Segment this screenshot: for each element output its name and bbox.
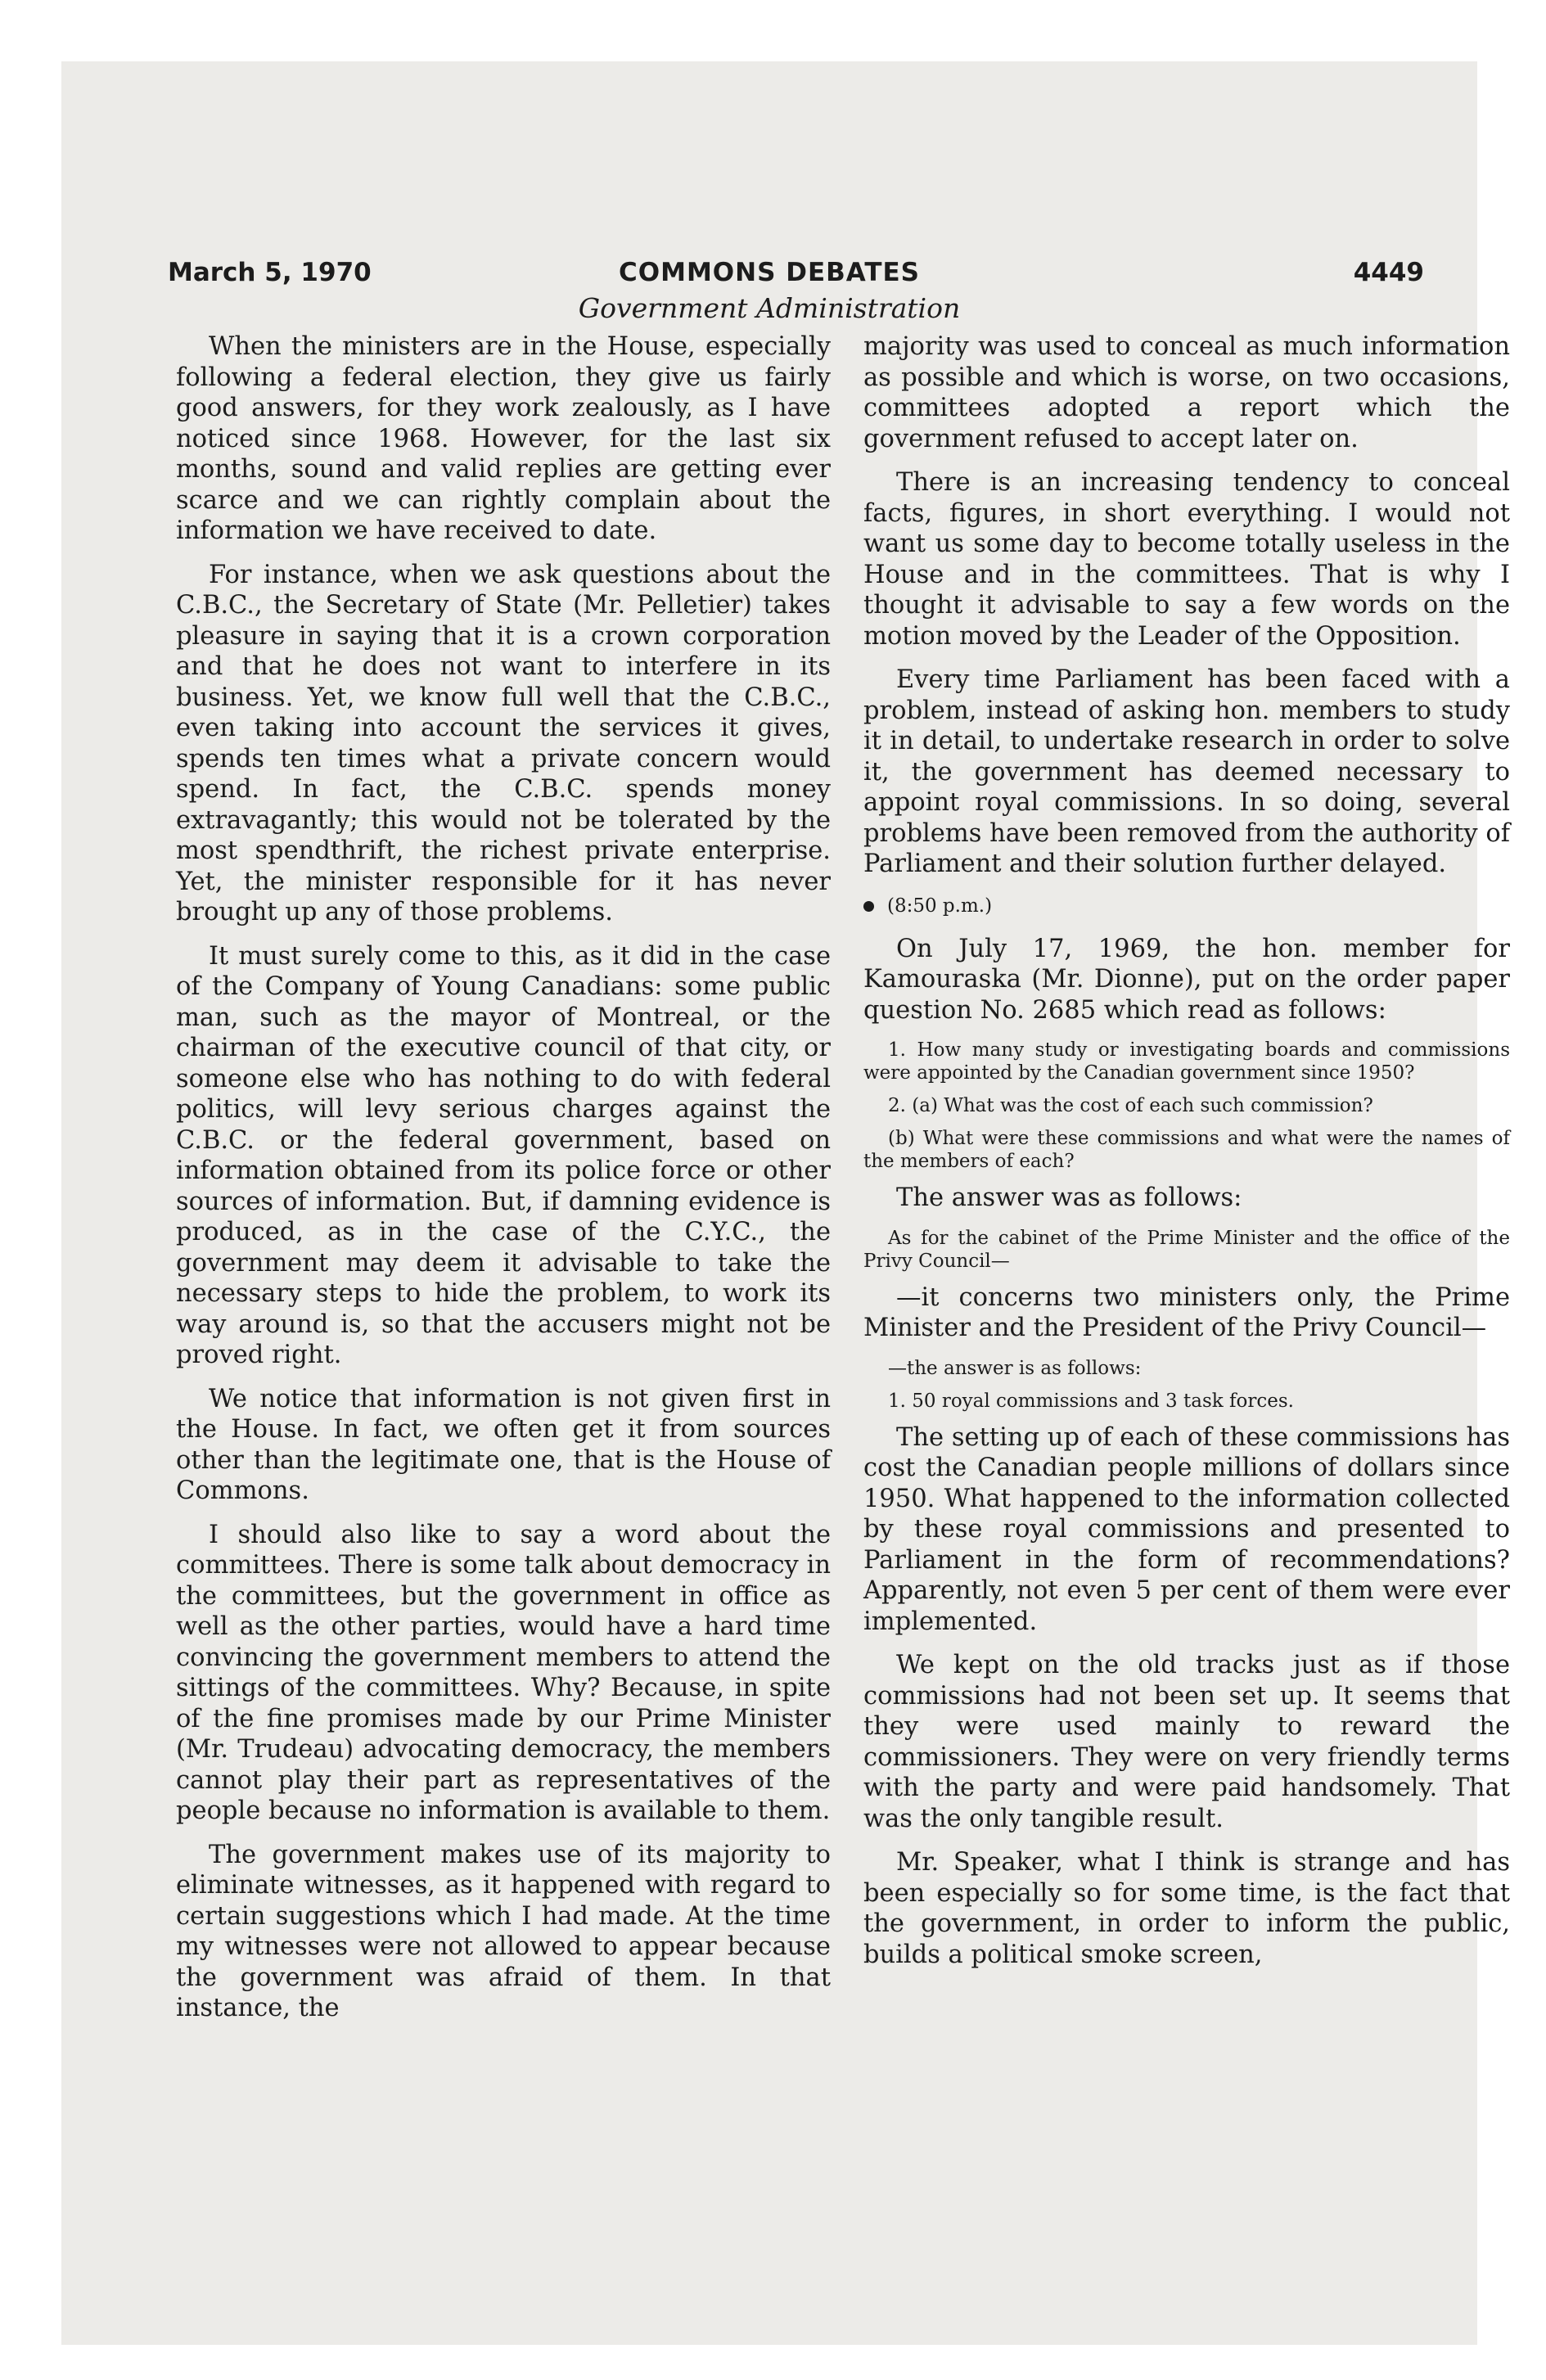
header-title: COMMONS DEBATES — [619, 258, 920, 287]
left-column — [176, 331, 831, 2037]
paragraph: It must surely come to this, as it did in the case of the Company of Young Canadians: some public man, such as the mayor of Montreal, or the chairman of the executive council of that city, or someone else who has nothing to do with federal politics, will levy serious charges against the C.B.C. or the federal government, based on information obtained from its police force or other sources of information. But, if damning evidence is produced, as in the case of the C.Y.C., the government may deem it advisable to take the necessary steps to hide the problem, to work its way around is, so that the accusers might not be proved right. — [176, 941, 831, 1369]
paragraph: On July 17, 1969, the hon. member for Kamouraska (Mr. Dionne), put on the order paper question No. 2685 which read as follows: — [863, 934, 1510, 1025]
quoted-question: 1. How many study or investigating boards and commissions were appointed by the Canadian government since 1950? — [863, 1039, 1510, 1084]
time-text: (8:50 p.m.) — [887, 895, 993, 917]
paragraph: When the ministers are in the House, especially following a federal election, they give us fairly good answers, for they work zealously, as I have noticed since 1968. However, for the last six months, sound and valid replies are getting ever scarce and we can rightly complain about the information we have received to date. — [176, 332, 831, 545]
paragraph: The setting up of each of these commissions has cost the Canadian people millions of dollars since 1950. What happened to the information collected by these royal commissions and presented to Parliament in the form of recommendations? Apparently, not even 5 per cent of them were ever implemented. — [863, 1422, 1510, 1636]
page-number: 4449 — [1353, 258, 1424, 287]
paragraph: The answer was as follows: — [896, 1183, 1242, 1212]
paragraph: We kept on the old tracks just as if those commissions had not been set up. It seems that they were used mainly to reward the commissioners. They were on very friendly terms with the party and were paid handsomely. That was the only tangible result. — [863, 1651, 1510, 1833]
right-column — [863, 331, 1510, 1983]
quoted-question: 2. (a) What was the cost of each such commission? — [888, 1095, 1373, 1116]
document-page — [61, 61, 1510, 2345]
quoted-answer: As for the cabinet of the Prime Minister and the office of the Privy Council— — [863, 1227, 1510, 1272]
paragraph: majority was used to conceal as much information as possible and which is worse, on two occasions, committees adopted a report which the government refused to accept later on. — [863, 332, 1510, 453]
bullet-icon — [863, 901, 874, 912]
quoted-answer: 1. 50 royal commissions and 3 task forces. — [888, 1390, 1294, 1412]
paragraph: I should also like to say a word about the committees. There is some talk about democracy in the committees, but the government in office as well as the other parties, would have a hard time convincing the government members to attend the sittings of the committees. Why? Because, in spite of the fine promises made by our Prime Minister (Mr. Trudeau) advocating democracy, the members cannot play their part as representatives of the people because no information is available to them. — [176, 1520, 831, 1825]
paragraph: Mr. Speaker, what I think is strange and has been especially so for some time, is the fact that the government, in order to inform the public, builds a political smoke screen, — [863, 1848, 1510, 1969]
paragraph: For instance, when we ask questions about the C.B.C., the Secretary of State (Mr. Pelletier) takes pleasure in saying that it is a crown corporation and that he does not want to interfere in its business. Yet, we know full well that the C.B.C., even taking into account the services it gives, spends ten times what a private concern would spend. In fact, the C.B.C. spends money extravagantly; this would not be tolerated by the most spendthrift, the richest private enterprise. Yet, the minister responsible for it has never brought up any of those problems. — [176, 560, 831, 926]
paragraph: There is an increasing tendency to conceal facts, figures, in short everything. I would not want us some day to become totally useless in the House and in the committees. That is why I thought it advisable to say a few words on the motion moved by the Leader of the Opposition. — [863, 468, 1510, 651]
paragraph: The government makes use of its majority to eliminate witnesses, as it happened with regard to certain suggestions which I had made. At the time my witnesses were not allowed to appear because the government was afraid of them. In that instance, the — [176, 1840, 831, 2022]
header-date: March 5, 1970 — [168, 258, 372, 287]
section-heading: Government Administration — [578, 292, 961, 324]
quoted-answer: —the answer is as follows: — [888, 1357, 1142, 1379]
time-stamp — [863, 895, 1510, 917]
quoted-question: (b) What were these commissions and what were the names of the members of each? — [863, 1128, 1510, 1172]
paragraph: —it concerns two ministers only, the Prime Minister and the President of the Privy Council— — [863, 1282, 1510, 1342]
paragraph: Every time Parliament has been faced with a problem, instead of asking hon. members to study it in detail, to undertake research in order to solve it, the government has deemed necessary to appoint royal commissions. In so doing, several problems have been removed from the authority of Parliament and their solution further delayed. — [863, 665, 1510, 878]
paragraph: We notice that information is not given first in the House. In fact, we often get it from sources other than the legitimate one, that is the House of Commons. — [176, 1384, 831, 1505]
